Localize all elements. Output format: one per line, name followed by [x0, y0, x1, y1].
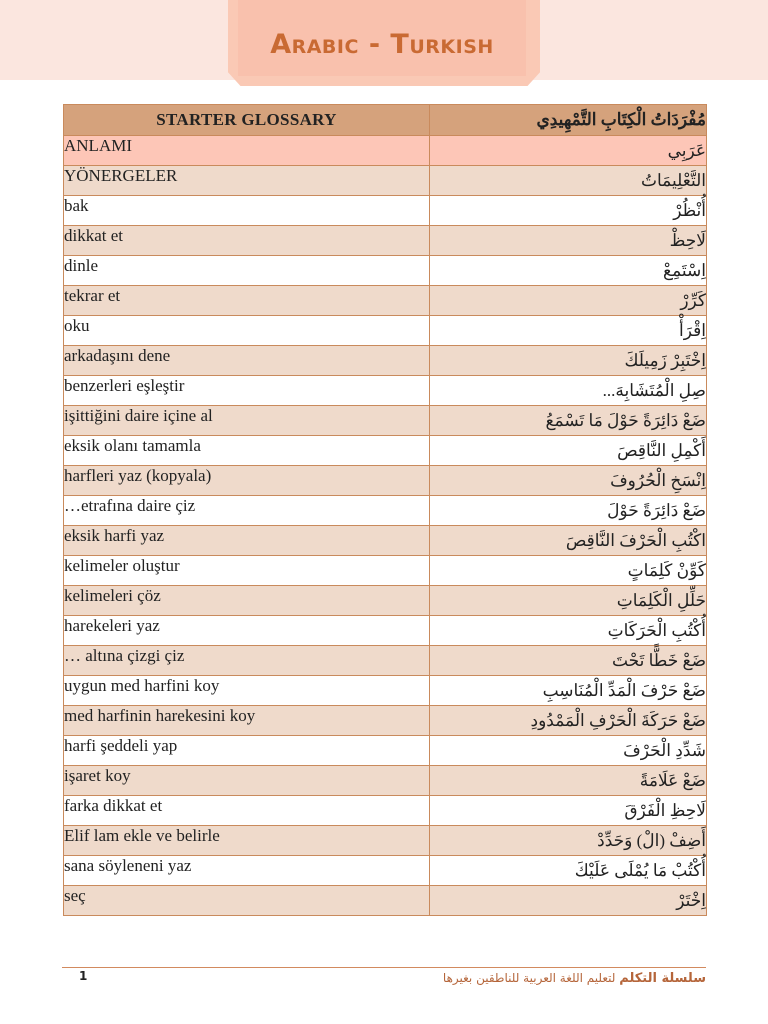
title-banner	[238, 0, 526, 76]
series-title-bold: سلسلة التكلم	[619, 971, 706, 986]
arabic-term: صِلِ الْمُتَشَابِهَ...	[430, 376, 707, 406]
page-number: 1	[79, 969, 88, 983]
turkish-term: harfi şeddeli yap	[64, 736, 430, 766]
turkish-term: tekrar et	[64, 286, 430, 316]
arabic-term: ضَعْ حَرْفَ الْمَدِّ الْمُنَاسِبِ	[430, 676, 707, 706]
glossary-body	[64, 136, 707, 916]
arabic-term: أُنْظُرْ	[430, 196, 707, 226]
turkish-term: uygun med harfini koy	[64, 676, 430, 706]
arabic-term: اكْتُبِ الْحَرْفَ النَّاقِصَ	[430, 526, 707, 556]
table-row	[64, 286, 707, 316]
table-row	[64, 676, 707, 706]
table-row	[64, 346, 707, 376]
table-row	[64, 736, 707, 766]
arabic-term: ضَعْ دَائِرَةً حَوْلَ مَا تَسْمَعُ	[430, 406, 707, 436]
arabic-term: أُكْتُبْ مَا يُمْلَى عَلَيْكَ	[430, 856, 707, 886]
arabic-term: أَكْمِلِ النَّاقِصَ	[430, 436, 707, 466]
turkish-term: harekeleri yaz	[64, 616, 430, 646]
table-row	[64, 166, 707, 196]
table-row	[64, 256, 707, 286]
arabic-term: التَّعْلِيمَاتُ	[430, 166, 707, 196]
table-row	[64, 886, 707, 916]
turkish-term: bak	[64, 196, 430, 226]
table-header-row	[64, 105, 707, 136]
arabic-term: شَدِّدِ الْحَرْفَ	[430, 736, 707, 766]
table-row	[64, 406, 707, 436]
arabic-term: لَاحِظِ الْفَرْقَ	[430, 796, 707, 826]
turkish-term: med harfinin harekesini koy	[64, 706, 430, 736]
turkish-term: işittiğini daire içine al	[64, 406, 430, 436]
arabic-term: كَرِّرْ	[430, 286, 707, 316]
arabic-term: اِخْتَرْ	[430, 886, 707, 916]
arabic-term: اِنْسَخِ الْحُرُوفَ	[430, 466, 707, 496]
turkish-term: kelimeler oluştur	[64, 556, 430, 586]
table-row	[64, 556, 707, 586]
turkish-term: sana söyleneni yaz	[64, 856, 430, 886]
table-row	[64, 496, 707, 526]
turkish-term: işaret koy	[64, 766, 430, 796]
turkish-term: seç	[64, 886, 430, 916]
table-row	[64, 856, 707, 886]
table-row	[64, 826, 707, 856]
arabic-term: ضَعْ دَائِرَةً حَوْلَ	[430, 496, 707, 526]
glossary-table	[63, 104, 707, 916]
series-title	[443, 971, 706, 986]
header-arabic: مُفْرَدَاتُ الْكِتَابِ التَّمْهِيدِي	[430, 105, 707, 136]
table-row	[64, 376, 707, 406]
table-row	[64, 766, 707, 796]
turkish-term: farka dikkat et	[64, 796, 430, 826]
header-turkish: STARTER GLOSSARY	[64, 105, 430, 136]
table-row	[64, 586, 707, 616]
table-row	[64, 226, 707, 256]
arabic-term: عَرَبِي	[430, 136, 707, 166]
arabic-term: اِخْتَبِرْ زَمِيلَكَ	[430, 346, 707, 376]
turkish-term: Elif lam ekle ve belirle	[64, 826, 430, 856]
arabic-term: ضَعْ حَرَكَةَ الْحَرْفِ الْمَمْدُودِ	[430, 706, 707, 736]
arabic-term: لَاحِظْ	[430, 226, 707, 256]
turkish-term: ANLAMI	[64, 136, 430, 166]
table-row	[64, 526, 707, 556]
arabic-term: اِسْتَمِعْ	[430, 256, 707, 286]
turkish-term: … altına çizgi çiz	[64, 646, 430, 676]
table-row	[64, 436, 707, 466]
table-row	[64, 796, 707, 826]
turkish-term: arkadaşını dene	[64, 346, 430, 376]
turkish-term: eksik harfi yaz	[64, 526, 430, 556]
arabic-term: أَضِفْ (الْ) وَحَدِّدْ	[430, 826, 707, 856]
table-row	[64, 616, 707, 646]
turkish-term: dikkat et	[64, 226, 430, 256]
turkish-term: …etrafına daire çiz	[64, 496, 430, 526]
table-row	[64, 196, 707, 226]
page-title: Arabic - Turkish	[270, 28, 494, 60]
turkish-term: harfleri yaz (kopyala)	[64, 466, 430, 496]
arabic-term: حَلِّلِ الْكَلِمَاتِ	[430, 586, 707, 616]
table-row	[64, 646, 707, 676]
table-row	[64, 316, 707, 346]
turkish-term: kelimeleri çöz	[64, 586, 430, 616]
turkish-term: dinle	[64, 256, 430, 286]
turkish-term: benzerleri eşleştir	[64, 376, 430, 406]
arabic-term: ضَعْ خَطًّا تَحْتَ	[430, 646, 707, 676]
turkish-term: eksik olanı tamamla	[64, 436, 430, 466]
series-title-rest: لتعليم اللغة العربية للناطقين بغيرها	[442, 971, 620, 985]
table-row	[64, 706, 707, 736]
arabic-term: اِقْرَأْ	[430, 316, 707, 346]
arabic-term: كَوِّنْ كَلِمَاتٍ	[430, 556, 707, 586]
table-row	[64, 466, 707, 496]
footer-divider	[62, 967, 706, 968]
table-row	[64, 136, 707, 166]
arabic-term: ضَعْ عَلَامَةً	[430, 766, 707, 796]
turkish-term: YÖNERGELER	[64, 166, 430, 196]
arabic-term: أُكْتُبِ الْحَرَكَاتِ	[430, 616, 707, 646]
turkish-term: oku	[64, 316, 430, 346]
